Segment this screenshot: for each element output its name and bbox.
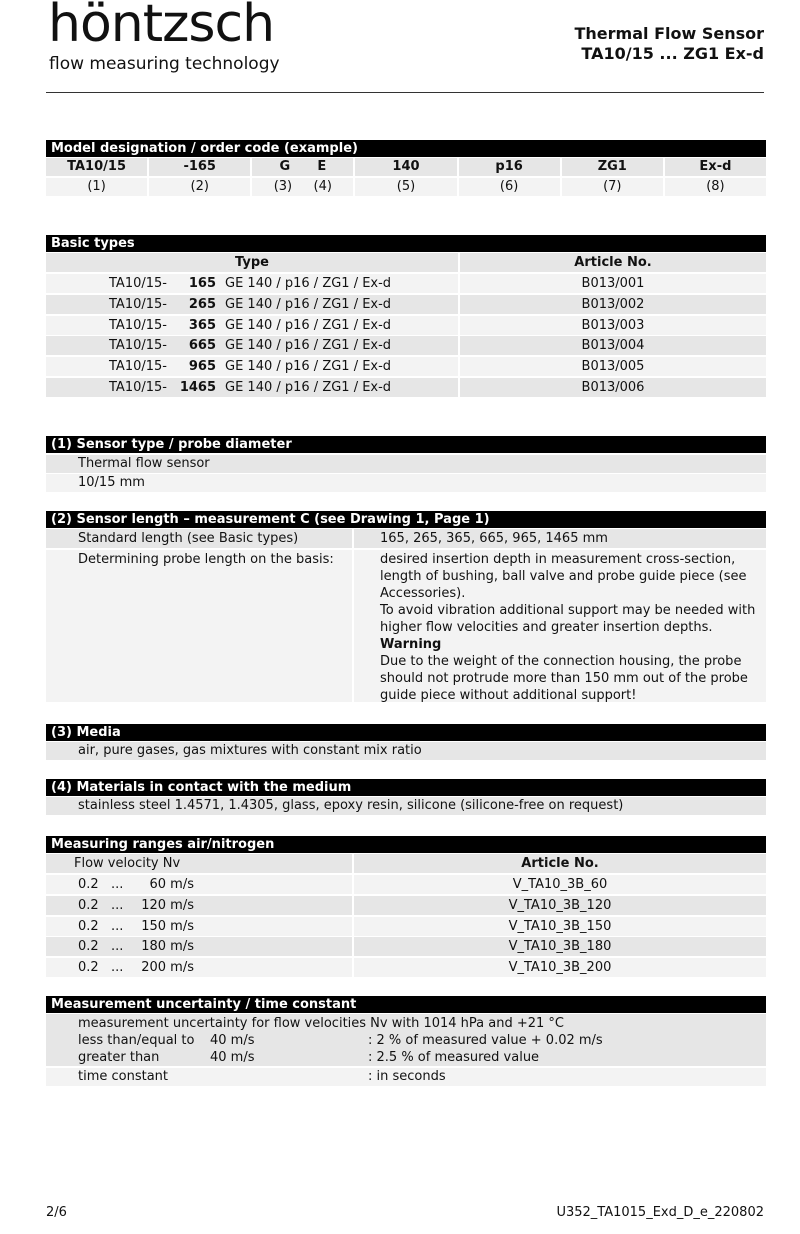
media-text: air, pure gases, gas mixtures with constant mix ratio (46, 742, 766, 760)
model-code-1: TA10/15 (46, 158, 147, 176)
type-length: 265 (188, 296, 216, 312)
type-prefix: TA10/15- (109, 380, 167, 395)
type-length: 1465 (179, 380, 216, 395)
range-article: V_TA10_3B_200 (354, 958, 766, 977)
basic-type-row (46, 316, 766, 335)
basic-type-cell (46, 336, 458, 355)
range-to: 180 m/s (141, 939, 194, 955)
basic-types-header-row (46, 253, 766, 272)
model-code-3: G (279, 159, 291, 174)
materials-heading: (4) Materials in contact with the medium (46, 779, 766, 796)
model-index-4: (4) (313, 179, 332, 194)
basic-type-row (46, 357, 766, 376)
type-suffix: GE 140 / p16 / ZG1 / Ex-d (225, 338, 392, 354)
model-code-4: E (317, 159, 327, 174)
basic-type-row (46, 295, 766, 314)
type-length: 365 (188, 317, 216, 333)
type-prefix: TA10/15- (109, 359, 167, 375)
type-length: 665 (188, 338, 216, 354)
materials-row (46, 797, 766, 815)
gt-label: greater than (78, 1050, 160, 1065)
range-cell (46, 937, 352, 956)
type-suffix: GE 140 / p16 / ZG1 / Ex-d (225, 317, 392, 333)
uncertainty-block (46, 1014, 766, 1066)
type-article: B013/004 (460, 336, 766, 355)
type-suffix: GE 140 / p16 / ZG1 / Ex-d (225, 380, 392, 395)
materials-text: stainless steel 1.4571, 1.4305, glass, epoxy resin, silicone (silicone-free on request) (46, 797, 766, 815)
range-sep: ... (111, 918, 124, 934)
range-article: V_TA10_3B_180 (354, 937, 766, 956)
brand-tagline: flow measuring technology (49, 54, 280, 74)
range-from: 0.2 (78, 877, 99, 892)
range-cell (46, 917, 352, 936)
media-row (46, 742, 766, 760)
range-article: V_TA10_3B_150 (354, 917, 766, 936)
range-from: 0.2 (78, 897, 99, 913)
type-length: 965 (188, 359, 216, 375)
title-line-2: TA10/15 ... ZG1 Ex-d (581, 44, 764, 63)
document-title (575, 24, 765, 64)
le-label: less than/equal to (78, 1033, 195, 1048)
type-prefix: TA10/15- (109, 338, 167, 354)
basic-type-cell (46, 274, 458, 293)
model-index-1: (1) (46, 178, 147, 196)
time-constant-cell (46, 1068, 766, 1086)
model-index-7: (7) (562, 178, 663, 196)
range-article: V_TA10_3B_60 (354, 875, 766, 894)
type-prefix: TA10/15- (109, 317, 167, 333)
standard-length-label: Standard length (see Basic types) (46, 529, 352, 548)
col-type: Type (46, 253, 458, 272)
model-index-3-4 (252, 178, 353, 196)
title-line-1: Thermal Flow Sensor (574, 24, 764, 43)
type-article: B013/005 (460, 357, 766, 376)
range-sep: ... (111, 939, 124, 955)
range-row (46, 896, 766, 915)
range-row (46, 958, 766, 977)
document-id: U352_TA1015_Exd_D_e_220802 (556, 1205, 764, 1220)
range-to: 200 m/s (141, 960, 194, 976)
probe-diameter-text: 10/15 mm (46, 474, 766, 492)
sensor-type-heading: (1) Sensor type / probe diameter (46, 436, 766, 453)
warning-text: Due to the weight of the connection housing, the probe should not protrude more than 150 mm out of the probe guide piece without additional support! (380, 654, 748, 703)
warning-label: Warning (380, 637, 442, 652)
range-cell (46, 896, 352, 915)
basic-type-cell (46, 357, 458, 376)
basic-type-row (46, 378, 766, 397)
le-text: : 2 % of measured value + 0.02 m/s (368, 1033, 603, 1048)
time-constant-row (46, 1068, 766, 1086)
range-row (46, 875, 766, 894)
gt-text: : 2.5 % of measured value (368, 1050, 540, 1065)
basic-type-cell (46, 378, 458, 397)
model-index-3: (3) (273, 179, 293, 194)
model-code-3-4 (252, 158, 353, 176)
type-length: 165 (188, 276, 216, 291)
model-index-6: (6) (459, 178, 560, 196)
col-flow-velocity: Flow velocity Nv (46, 854, 352, 873)
type-article: B013/002 (460, 295, 766, 314)
sensor-type-row-2 (46, 474, 766, 492)
sensor-length-heading: (2) Sensor length – measurement C (see Drawing 1, Page 1) (46, 511, 766, 528)
type-suffix: GE 140 / p16 / ZG1 / Ex-d (225, 296, 392, 312)
uncertainty-intro: measurement uncertainty for flow velocities Nv with 1014 hPa and +21 °C (78, 1016, 564, 1031)
type-suffix: GE 140 / p16 / ZG1 / Ex-d (225, 359, 392, 375)
vibration-note: To avoid vibration additional support may be needed with higher flow velocities and greater insertion depths. (380, 603, 756, 635)
range-from: 0.2 (78, 918, 99, 934)
model-index-8: (8) (665, 178, 766, 196)
basic-types-heading: Basic types (46, 235, 766, 252)
model-index-2: (2) (149, 178, 250, 196)
range-to: 120 m/s (141, 897, 194, 913)
page-number: 2/6 (46, 1205, 67, 1220)
range-cell (46, 958, 352, 977)
col-article: Article No. (460, 253, 766, 272)
ranges-header-row (46, 854, 766, 873)
basic-type-cell (46, 295, 458, 314)
standard-length-row (46, 529, 766, 548)
basic-type-cell (46, 316, 458, 335)
basic-type-row (46, 274, 766, 293)
range-cell (46, 875, 352, 894)
range-to: 60 m/s (149, 877, 194, 892)
sensor-type-text: Thermal flow sensor (46, 455, 766, 473)
probe-length-notes (354, 550, 766, 702)
media-heading: (3) Media (46, 724, 766, 741)
gt-value: 40 m/s (210, 1050, 255, 1065)
type-prefix: TA10/15- (109, 296, 167, 312)
range-article: V_TA10_3B_120 (354, 896, 766, 915)
model-code-8: Ex-d (665, 158, 766, 176)
uncertainty-cell (46, 1014, 766, 1066)
type-prefix: TA10/15- (109, 276, 167, 291)
model-code-row (46, 158, 766, 176)
model-heading: Model designation / order code (example) (46, 140, 766, 157)
range-sep: ... (111, 960, 124, 976)
model-index-row (46, 178, 766, 196)
range-sep: ... (111, 877, 124, 892)
le-value: 40 m/s (210, 1033, 255, 1048)
model-code-5: 140 (355, 158, 456, 176)
type-article: B013/006 (460, 378, 766, 397)
model-index-5: (5) (355, 178, 456, 196)
model-code-6: p16 (459, 158, 560, 176)
probe-length-basis: desired insertion depth in measurement cross-section, length of bushing, ball valve and probe guide piece (see Accessories). (380, 552, 747, 601)
range-from: 0.2 (78, 960, 99, 976)
range-row (46, 937, 766, 956)
probe-length-label: Determining probe length on the basis: (46, 550, 352, 702)
type-article: B013/001 (460, 274, 766, 293)
basic-type-row (46, 336, 766, 355)
type-article: B013/003 (460, 316, 766, 335)
probe-length-row (46, 550, 766, 702)
range-to: 150 m/s (141, 918, 194, 934)
range-row (46, 917, 766, 936)
brand-logo (48, 0, 274, 54)
uncertainty-heading: Measurement uncertainty / time constant (46, 996, 766, 1013)
time-constant-text: : in seconds (368, 1069, 446, 1084)
range-from: 0.2 (78, 939, 99, 955)
model-code-2: -165 (149, 158, 250, 176)
header-divider (46, 92, 764, 93)
range-sep: ... (111, 897, 124, 913)
time-constant-label: time constant (78, 1069, 169, 1084)
standard-length-value: 165, 265, 365, 665, 965, 1465 mm (354, 529, 766, 548)
col-range-article: Article No. (354, 854, 766, 873)
ranges-heading: Measuring ranges air/nitrogen (46, 836, 766, 853)
type-suffix: GE 140 / p16 / ZG1 / Ex-d (225, 276, 392, 291)
model-code-7: ZG1 (562, 158, 663, 176)
brand-name: höntzsch (48, 0, 275, 54)
sensor-type-row-1 (46, 455, 766, 473)
